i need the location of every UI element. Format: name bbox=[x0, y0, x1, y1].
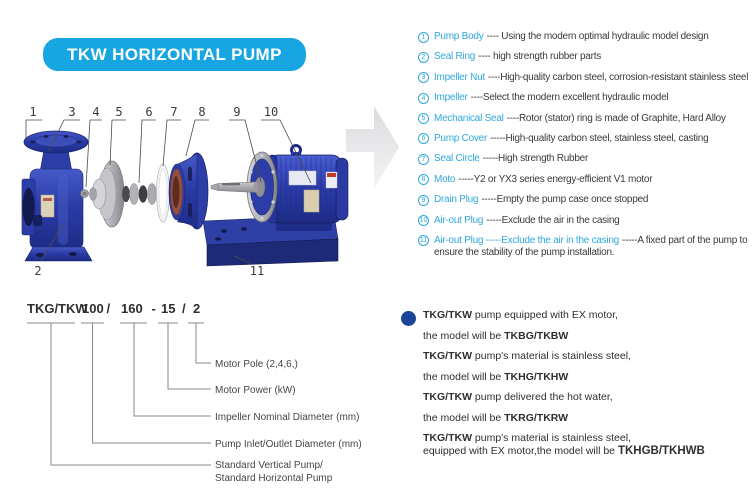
part-number-badge: 11 bbox=[419, 237, 428, 245]
model-label-motor-power: Motor Power (kW) bbox=[215, 385, 296, 396]
note-line: the model will be TKHG/TKHW bbox=[423, 370, 569, 383]
model-separator: / bbox=[182, 301, 186, 316]
note-line: equipped with EX motor,the model will be TKHGB/TKHWB bbox=[423, 445, 705, 457]
parts-list-item bbox=[418, 92, 756, 104]
model-inlet: 100 bbox=[82, 301, 104, 316]
model-label-inlet-dia: Pump Inlet/Outlet Diameter (mm) bbox=[215, 439, 362, 450]
part-callout-7: 7 bbox=[170, 105, 178, 119]
page-title: TKW HORIZONTAL PUMP bbox=[67, 44, 282, 64]
part-name: Seal Circle bbox=[434, 153, 480, 165]
model-pole: 2 bbox=[193, 301, 201, 316]
model-designation-diagram bbox=[0, 293, 400, 500]
part-name: Impeller Nut bbox=[434, 71, 485, 83]
part-number-badge: 1 bbox=[418, 32, 429, 43]
parts-list-item bbox=[418, 51, 756, 63]
part-name: Moto bbox=[434, 173, 456, 185]
variant-notes bbox=[423, 309, 755, 466]
model-impeller: 160 bbox=[121, 301, 143, 316]
arrow-right-icon bbox=[346, 106, 399, 189]
parts-list-item bbox=[418, 174, 756, 186]
part-number-badge: 4 bbox=[418, 93, 429, 104]
note-line: TKG/TKW pump's material is stainless steel, bbox=[423, 432, 631, 444]
note-line: TKG/TKW pump equipped with EX motor, bbox=[423, 309, 618, 321]
part-callout-10: 10 bbox=[263, 105, 279, 119]
part-description: ----High-quality carbon steel, corrosion-resistant stainless steel bbox=[487, 71, 749, 83]
note-line: the model will be TKRG/TKRW bbox=[423, 411, 569, 424]
part-number-badge: 2 bbox=[418, 52, 429, 63]
part-number-badge: 5 bbox=[418, 113, 429, 124]
part-name: Pump Body bbox=[434, 31, 484, 42]
model-label-standard-1: Standard Vertical Pump/ bbox=[215, 460, 323, 471]
model-prefix: TKG/TKW bbox=[27, 301, 88, 316]
part-description: -----Exclude the air in the casing bbox=[486, 214, 620, 226]
part-description: -----Y2 or YX3 series energy-efficient V1 motor bbox=[458, 173, 653, 185]
part-description: ----Select the modern excellent hydraulic model bbox=[470, 92, 669, 104]
part-description: ---- high strength rubber parts bbox=[478, 51, 601, 63]
pump-exploded-diagram bbox=[0, 95, 410, 285]
part-description: -----High strength Rubber bbox=[482, 153, 589, 165]
part-description: -----A fixed part of the pump to ensure the stability of the pump installation. bbox=[434, 234, 748, 258]
part-description: ----Rotor (stator) ring is made of Graphite, Hard Alloy bbox=[506, 112, 726, 124]
model-separator: - bbox=[151, 301, 156, 316]
model-code-text: TKBG/TKBW bbox=[504, 329, 569, 342]
bullet-dot-icon bbox=[401, 311, 416, 326]
parts-list-item bbox=[418, 113, 756, 125]
model-code-text: TKHG/TKHW bbox=[504, 370, 569, 383]
part-callout-6: 6 bbox=[145, 105, 153, 119]
motor-label bbox=[289, 171, 316, 185]
part-callout-3: 3 bbox=[68, 105, 76, 119]
part-number-badge: 8 bbox=[418, 174, 429, 185]
part-callout-1: 1 bbox=[29, 105, 37, 119]
parts-list-item bbox=[418, 153, 756, 165]
part-name: Seal Ring bbox=[434, 51, 476, 63]
part-name: Drain Plug bbox=[434, 194, 479, 206]
model-label-impeller-dia: Impeller Nominal Diameter (mm) bbox=[215, 412, 360, 423]
note-line: TKG/TKW pump's material is stainless steel, bbox=[423, 350, 631, 362]
parts-list-item bbox=[418, 215, 756, 227]
model-separator: / bbox=[106, 301, 111, 316]
parts-list-item bbox=[418, 133, 756, 145]
motor-nameplate bbox=[304, 190, 319, 212]
model-code-text: TKHGB/TKHWB bbox=[617, 445, 705, 457]
part-callout-5: 5 bbox=[115, 105, 123, 119]
part-name: Pump Cover bbox=[434, 132, 488, 144]
parts-legend bbox=[418, 31, 756, 267]
part-description: -----Empty the pump case once stopped bbox=[481, 194, 649, 206]
model-connector-lines bbox=[27, 323, 211, 465]
model-code-text: TKRG/TKRW bbox=[504, 411, 569, 424]
parts-list-item bbox=[418, 235, 756, 259]
note-line: the model will be TKBG/TKBW bbox=[423, 329, 569, 342]
part-callout-9: 9 bbox=[233, 105, 241, 119]
part-callout-4: 4 bbox=[92, 105, 100, 119]
pump-cover-shape bbox=[169, 153, 208, 229]
seal-circle-shape bbox=[157, 164, 170, 222]
part-callout-2: 2 bbox=[34, 264, 42, 278]
part-number-badge: 6 bbox=[418, 133, 429, 144]
note-line: TKG/TKW pump delivered the hot water, bbox=[423, 391, 613, 403]
part-number-badge: 7 bbox=[418, 154, 429, 165]
part-callout-8: 8 bbox=[198, 105, 206, 119]
model-power: 15 bbox=[161, 301, 176, 316]
motor-shaft-shape bbox=[211, 182, 259, 193]
model-code bbox=[27, 301, 200, 316]
part-callout-11: 11 bbox=[249, 264, 265, 278]
part-name: Air-out Plug bbox=[434, 214, 484, 226]
mechanical-seal-shape bbox=[123, 184, 157, 205]
part-description: ---- Using the modern optimal hydraulic model design bbox=[486, 31, 709, 42]
part-number-badge: 9 bbox=[418, 195, 429, 206]
motor-shape bbox=[211, 146, 348, 232]
part-description: -----High-quality carbon steel, stainless steel, casting bbox=[490, 132, 709, 144]
model-label-standard-2: Standard Horizontal Pump bbox=[215, 473, 333, 484]
parts-list-item bbox=[418, 194, 756, 206]
title-banner bbox=[43, 38, 306, 71]
part-name: Impeller bbox=[434, 92, 468, 104]
parts-list-item bbox=[418, 31, 756, 43]
part-name: Mechanical Seal bbox=[434, 112, 504, 124]
parts-list-item bbox=[418, 72, 756, 84]
part-name: Air-out Plug -----Exclude the air in the casing bbox=[434, 234, 619, 246]
model-label-motor-pole: Motor Pole (2,4,6,) bbox=[215, 359, 298, 370]
part-number-badge: 10 bbox=[419, 217, 428, 225]
part-number-badge: 3 bbox=[418, 72, 429, 83]
